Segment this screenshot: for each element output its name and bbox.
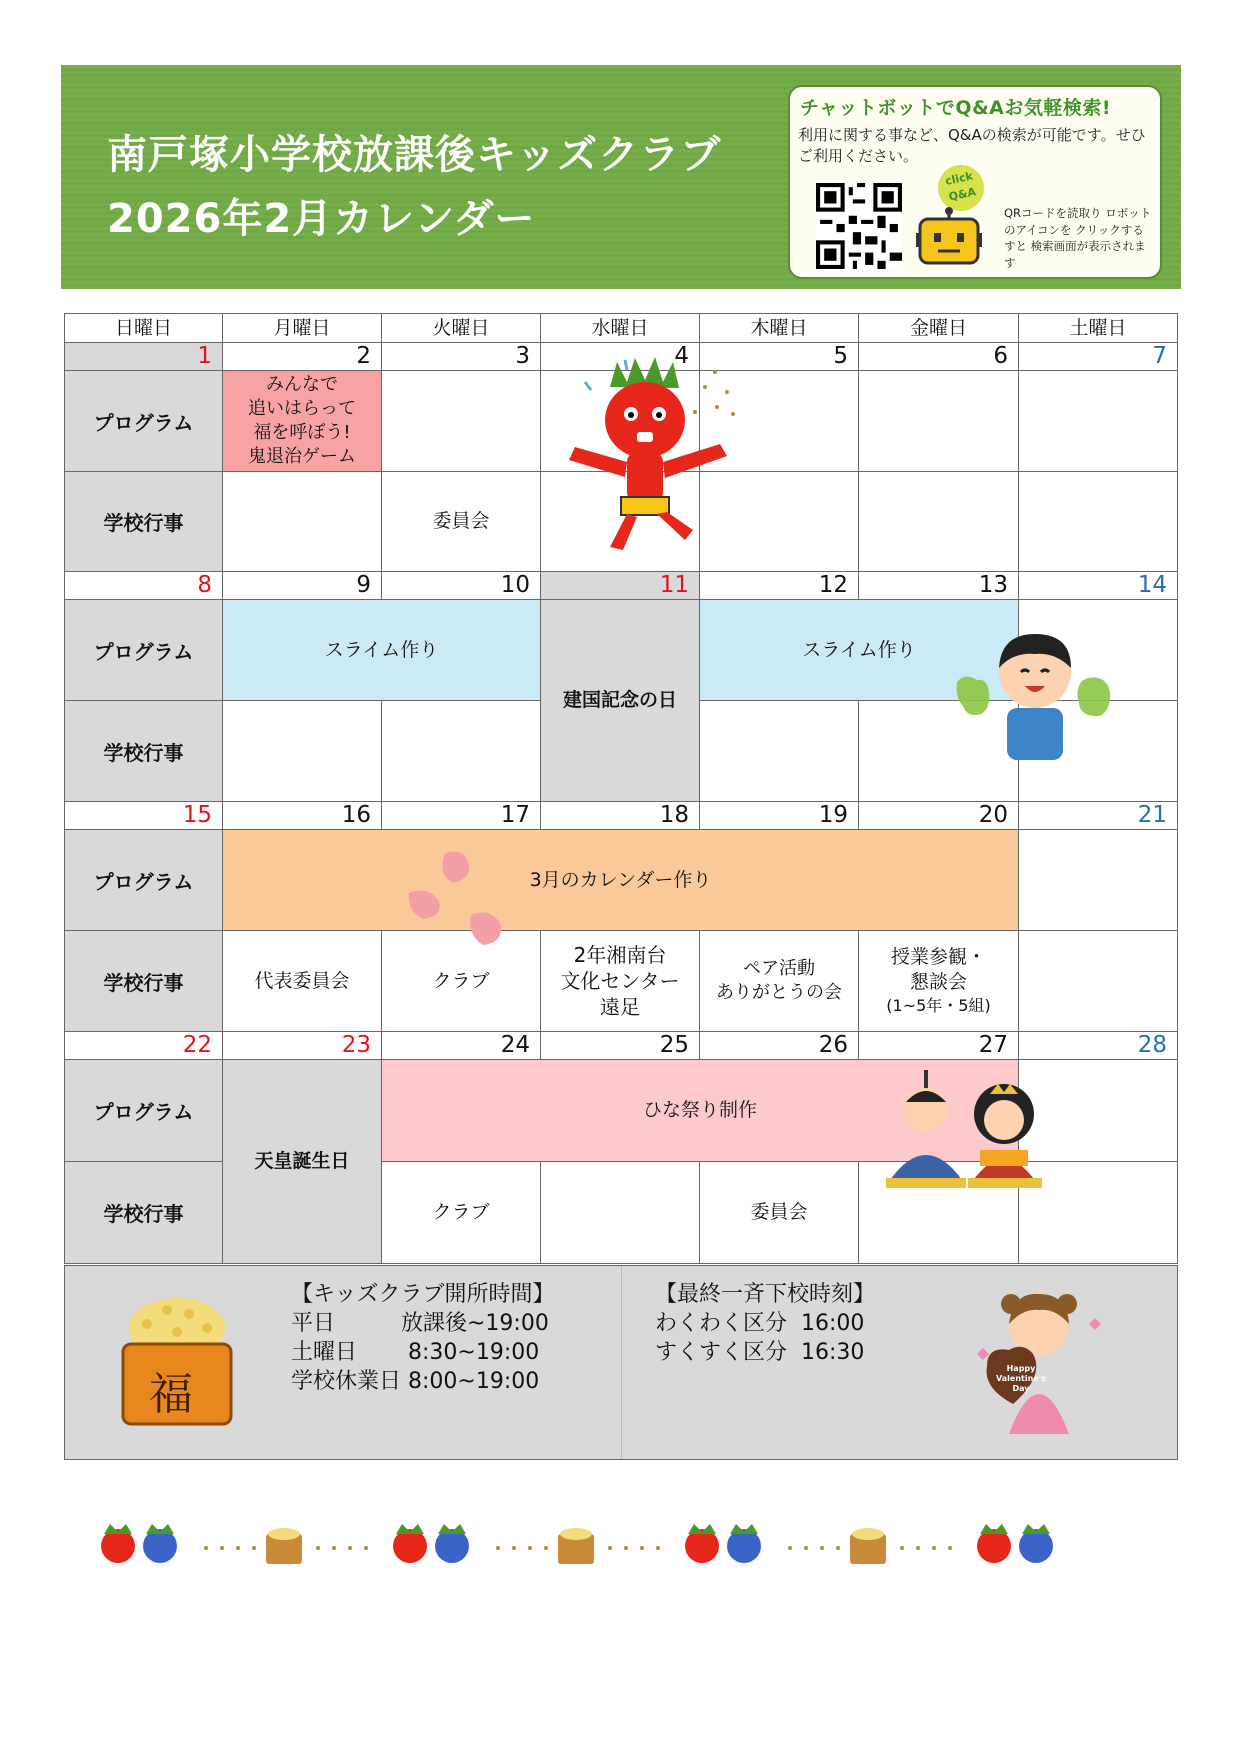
date-cell: 20 [858, 801, 1019, 830]
event-representative-committee: 代表委員会 [222, 930, 382, 1032]
date-cell: 12 [699, 571, 859, 600]
date-cell: 9 [222, 571, 382, 600]
event-open-class-grades: (1~5年・5組) [886, 996, 991, 1015]
row-label-school: 学校行事 [64, 1161, 223, 1264]
date-cell: 11 [540, 571, 700, 600]
date-cell: 18 [540, 801, 700, 830]
dow-tuesday: 火曜日 [381, 313, 541, 343]
oni-pair-icon [101, 1524, 177, 1563]
dow-thursday: 木曜日 [699, 313, 859, 343]
empty-cell [699, 700, 859, 802]
event-open-class-title: 授業参観・ 懇談会 [890, 946, 986, 993]
page-title: 南戸塚小学校放課後キッズクラブ [107, 132, 722, 178]
date-cell: 21 [1018, 801, 1178, 830]
event-club: クラブ [381, 930, 541, 1032]
date-cell: 8 [64, 571, 223, 600]
red-oni-illustration [555, 352, 745, 557]
event-committee: 委員会 [699, 1161, 859, 1264]
dow-monday: 月曜日 [222, 313, 382, 343]
program-march-calendar: 3月のカレンダー作り [222, 829, 1019, 931]
click-qa-badge-icon: click Q&A [934, 161, 989, 216]
row-label-program: プログラム [64, 599, 223, 701]
chatbot-instructions: QRコードを読取り ロボットのアイコンを クリックするすと 検索画面が表示されます [1004, 206, 1152, 270]
valentine-label: Happy Valentine's Day [996, 1364, 1046, 1393]
dismissal-title: 【最終一斉下校時刻】 [655, 1282, 876, 1307]
date-cell: 3 [381, 342, 541, 371]
date-cell: 14 [1018, 571, 1178, 600]
dow-wednesday: 水曜日 [540, 313, 700, 343]
event-pair-activity: ペア活動 ありがとうの会 [699, 930, 859, 1032]
hours-title: 【キッズクラブ開所時間】 [291, 1282, 555, 1307]
date-cell: 23 [222, 1031, 382, 1060]
chatbot-qa-box [788, 85, 1162, 279]
chatbot-description: 利用に関する事など、Q&Aの検索が可能です。せひご利用ください。 [798, 126, 1146, 165]
event-field-trip: 2年湘南台 文化センター 遠足 [540, 930, 700, 1032]
robot-icon[interactable] [916, 207, 982, 267]
empty-cell [540, 1161, 700, 1264]
page-subtitle: 2026年2月カレンダー [107, 196, 536, 242]
hina-dolls-illustration [880, 1070, 1060, 1195]
event-open-class [858, 930, 1019, 1032]
program-slime: スライム作り [222, 599, 541, 701]
hours-weekday: 平日 放課後~19:00 [291, 1311, 549, 1336]
row-label-school: 学校行事 [64, 471, 223, 572]
program-hinamatsuri: ひな祭り制作 [381, 1059, 1019, 1162]
date-cell: 5 [699, 342, 859, 371]
dismissal-sukusuku: すくすく区分 16:30 [655, 1340, 865, 1365]
event-club: クラブ [381, 1161, 541, 1264]
boy-slime-illustration [955, 622, 1115, 762]
date-cell: 2 [222, 342, 382, 371]
date-cell: 16 [222, 801, 382, 830]
date-cell: 15 [64, 801, 223, 830]
empty-cell [222, 700, 382, 802]
qr-code-icon[interactable] [816, 183, 902, 269]
hours-school-holiday: 学校休業日 8:00~19:00 [291, 1369, 540, 1394]
chatbot-title: チャットボットでQ&Aお気軽検索! [800, 97, 1112, 119]
date-cell: 19 [699, 801, 859, 830]
row-label-school: 学校行事 [64, 930, 223, 1032]
date-cell: 4 [540, 342, 700, 371]
program-oni-game: みんなで 追いはらって 福を呼ぼう! 鬼退治ゲーム [222, 370, 382, 472]
date-cell: 25 [540, 1031, 700, 1060]
holiday-emperor-birthday: 天皇誕生日 [222, 1059, 382, 1264]
empty-cell [1018, 370, 1178, 472]
header-banner [61, 65, 1181, 289]
date-cell: 17 [381, 801, 541, 830]
date-cell: 1 [64, 342, 223, 371]
decorative-oni-border [96, 1520, 1156, 1570]
empty-cell [858, 370, 1019, 472]
dow-saturday: 土曜日 [1018, 313, 1178, 343]
row-label-program: プログラム [64, 1059, 223, 1162]
empty-cell [1018, 829, 1178, 931]
dow-friday: 金曜日 [858, 313, 1019, 343]
date-cell: 28 [1018, 1031, 1178, 1060]
holiday-national-foundation-day: 建国記念の日 [540, 599, 700, 802]
date-cell: 10 [381, 571, 541, 600]
hours-saturday: 土曜日 8:30~19:00 [291, 1340, 540, 1365]
dow-sunday: 日曜日 [64, 313, 223, 343]
row-label-program: プログラム [64, 829, 223, 931]
dismissal-wakuwaku: わくわく区分 16:00 [655, 1311, 865, 1336]
date-cell: 26 [699, 1031, 859, 1060]
empty-cell [1018, 930, 1178, 1032]
program-slime: スライム作り [699, 599, 1019, 701]
info-divider [621, 1266, 622, 1459]
row-label-school: 学校行事 [64, 700, 223, 802]
date-cell: 27 [858, 1031, 1019, 1060]
info-panel [64, 1265, 1178, 1460]
empty-cell [1018, 471, 1178, 572]
empty-cell [222, 471, 382, 572]
petals-illustration [405, 845, 525, 960]
date-cell: 6 [858, 342, 1019, 371]
empty-cell [858, 471, 1019, 572]
event-committee: 委員会 [381, 471, 541, 572]
row-label-program: プログラム [64, 370, 223, 472]
empty-cell [381, 700, 541, 802]
fuku-label: 福 [149, 1369, 193, 1420]
date-cell: 13 [858, 571, 1019, 600]
date-cell: 22 [64, 1031, 223, 1060]
empty-cell [381, 370, 541, 472]
date-cell: 7 [1018, 342, 1178, 371]
date-cell: 24 [381, 1031, 541, 1060]
